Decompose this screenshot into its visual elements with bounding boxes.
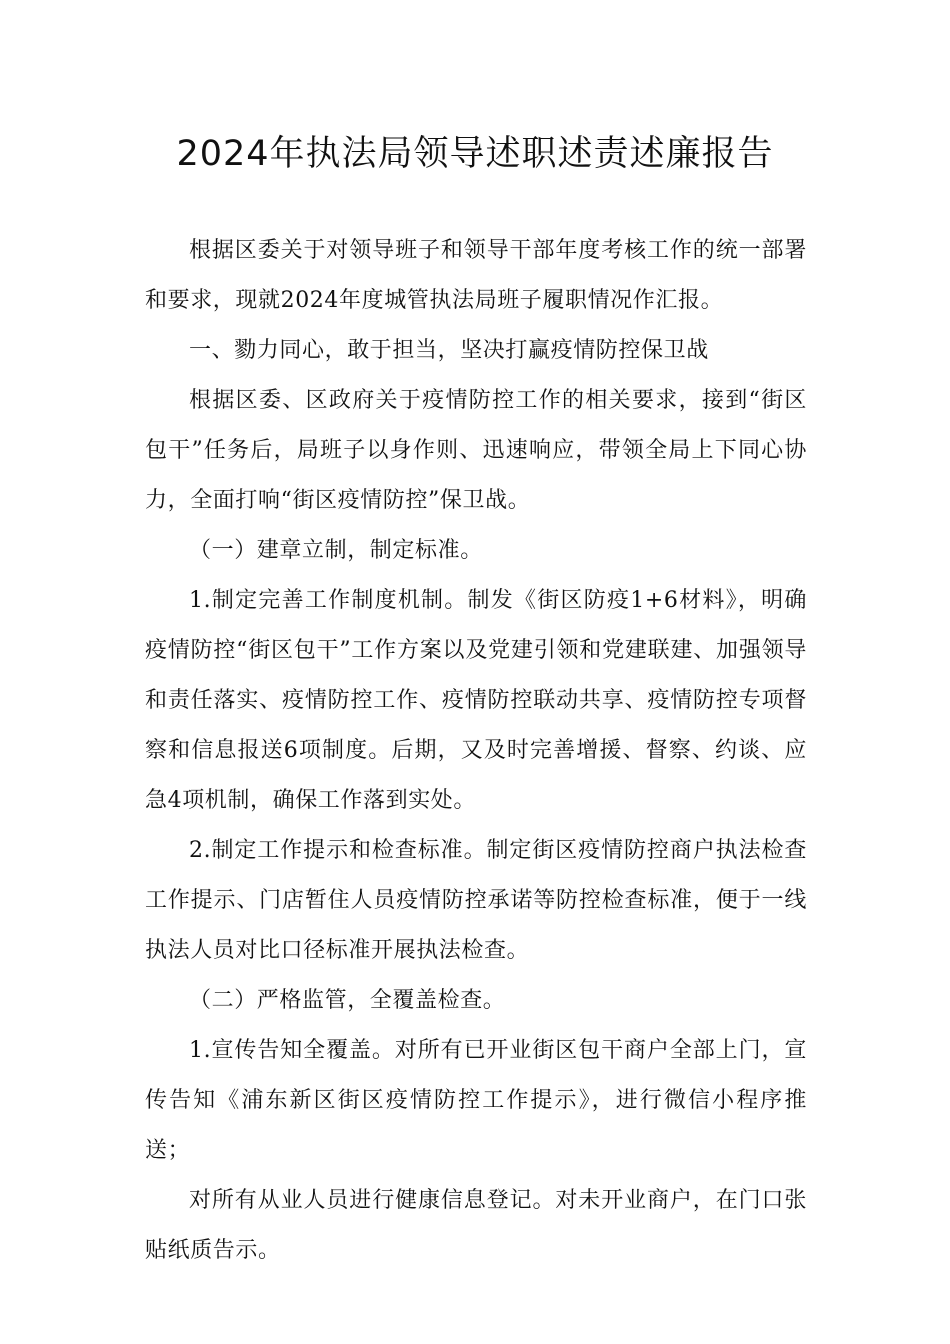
section-heading-1: 一、勠力同心，敢于担当，坚决打赢疫情防控保卫战 (189, 338, 709, 363)
paragraph-item-2-1: 1.宣传告知全覆盖。对所有已开业街区包干商户全部上门，宣传告知《浦东新区街区疫情防控工作提示》，进行微信小程序推送； (145, 1038, 807, 1163)
paragraph-intro: 根据区委关于对领导班子和领导干部年度考核工作的统一部署和要求，现就2024年度城管执法局班子履职情况作汇报。 (145, 238, 807, 313)
paragraph-item-1-2: 2.制定工作提示和检查标准。制定街区疫情防控商户执法检查工作提示、门店暂住人员疫情防控承诺等防控检查标准，便于一线执法人员对比口径标准开展执法检查。 (145, 838, 807, 963)
paragraph-item-2-1-cont: 对所有从业人员进行健康信息登记。对未开业商户，在门口张贴纸质告示。 (145, 1188, 807, 1263)
paragraph-section-1: 根据区委、区政府关于疫情防控工作的相关要求，接到“街区包干”任务后，局班子以身作则、迅速响应，带领全局上下同心协力，全面打响“街区疫情防控”保卫战。 (145, 388, 807, 513)
document-title: 2024年执法局领导述职述责述廉报告 (176, 134, 774, 174)
document-body (145, 226, 807, 1276)
subsection-heading-1: （一）建章立制，制定标准。 (189, 538, 483, 563)
paragraph-item-1-1: 1.制定完善工作制度机制。制发《街区防疫1+6材料》，明确疫情防控“街区包干”工作方案以及党建引领和党建联建、加强领导和责任落实、疫情防控工作、疫情防控联动共享、疫情防控专项督察和信息报送6项制度。后期，又及时完善增援、督察、约谈、应急4项机制，确保工作落到实处。 (145, 588, 807, 813)
subsection-heading-2: （二）严格监管，全覆盖检查。 (189, 988, 506, 1013)
